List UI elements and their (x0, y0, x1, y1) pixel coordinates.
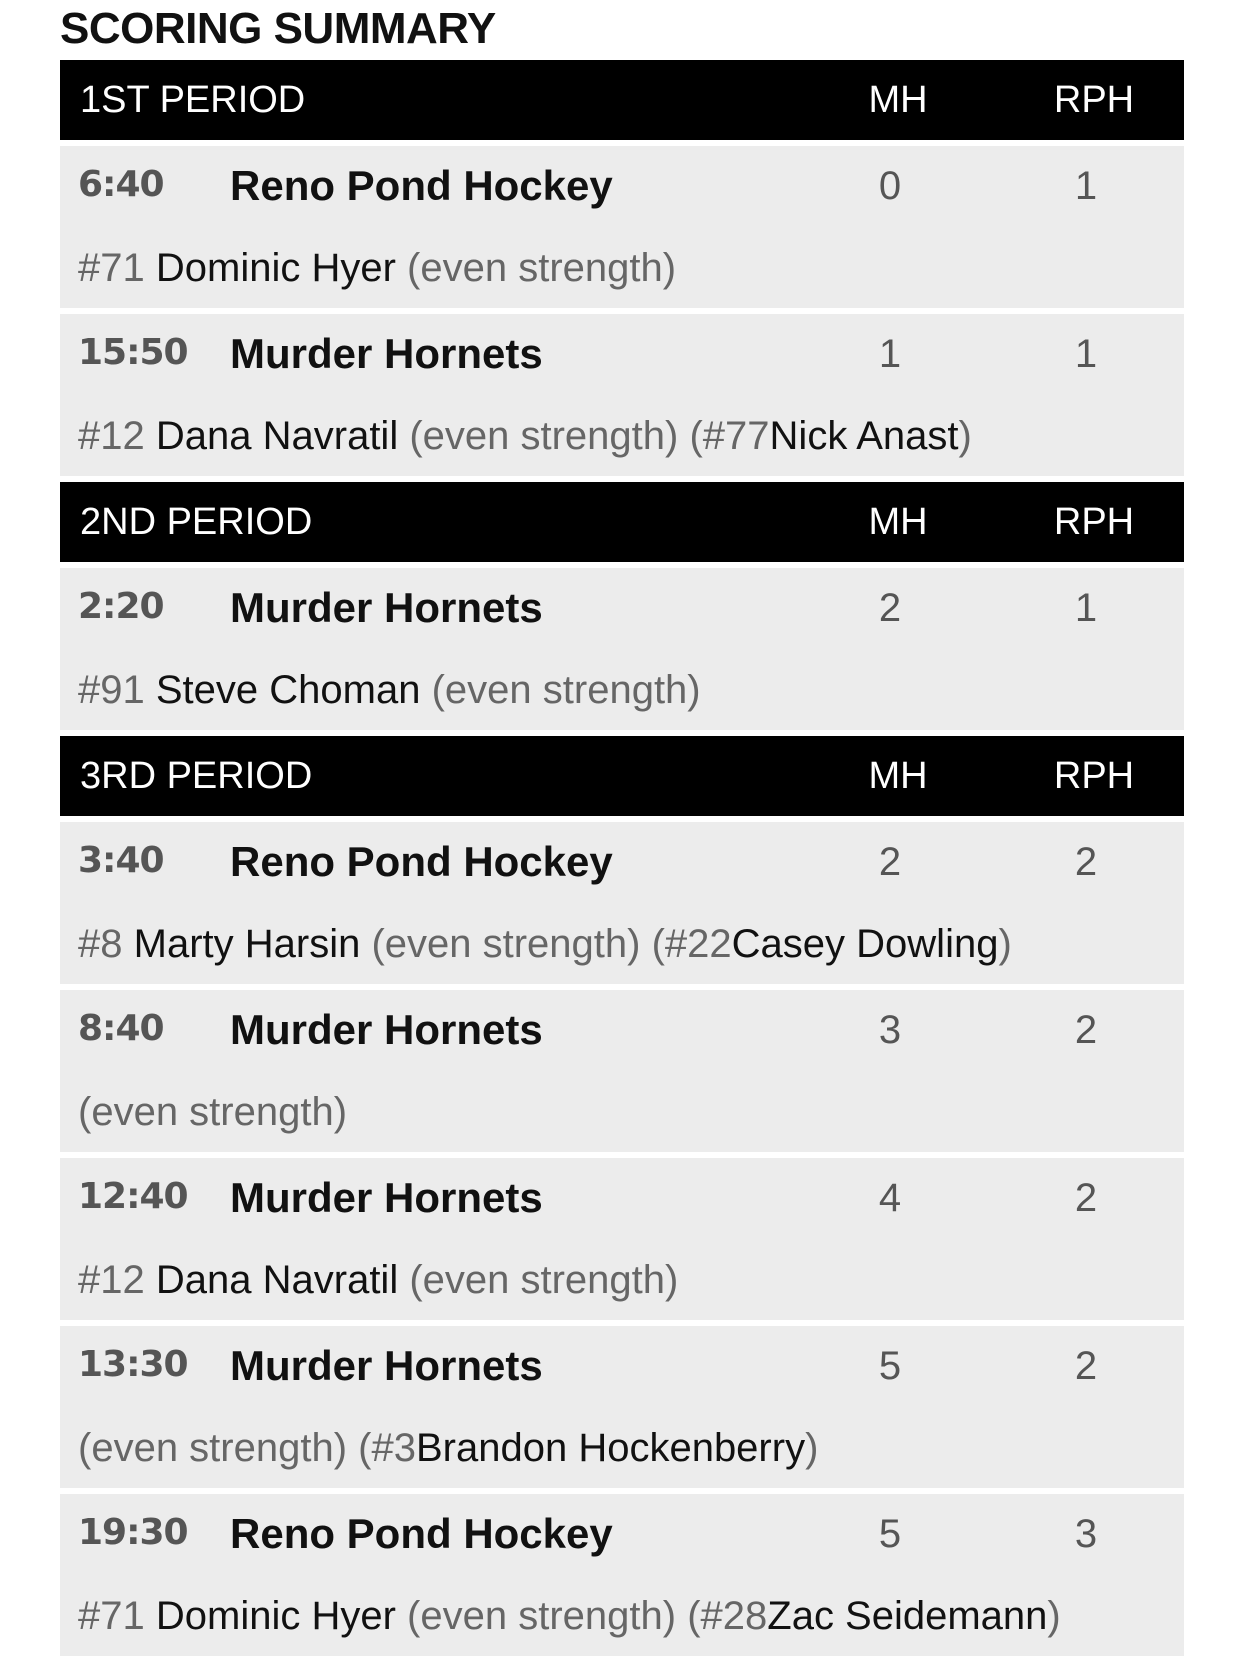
page-title: SCORING SUMMARY (60, 4, 496, 53)
strength: (even strength) (407, 246, 677, 290)
goal-time: 3:40 (78, 840, 164, 881)
strength: (even strength) (409, 1258, 679, 1302)
column-rph: RPH (1053, 78, 1135, 121)
assist-number: (#28 (687, 1594, 768, 1638)
goal-team: Murder Hornets (230, 330, 543, 377)
goal-row (60, 1158, 1184, 1320)
goal-time: 13:30 (78, 1344, 188, 1385)
goal-team: Murder Hornets (230, 1342, 543, 1389)
column-rph: RPH (1053, 754, 1135, 797)
period-header-2 (60, 482, 1184, 562)
score-rph: 3 (1074, 1512, 1098, 1556)
goal-detail (78, 1594, 1061, 1639)
strength: (even strength) (371, 922, 641, 966)
score-rph: 2 (1074, 1344, 1098, 1388)
strength: (even strength) (431, 668, 701, 712)
goal-detail (78, 1090, 347, 1135)
goal-time: 19:30 (78, 1512, 188, 1553)
scorer-link[interactable]: Dominic Hyer (155, 246, 396, 290)
assist-link[interactable]: Casey Dowling (731, 922, 999, 966)
score-mh: 1 (878, 332, 902, 376)
column-mh: MH (868, 754, 928, 797)
goal-team: Reno Pond Hockey (230, 1510, 613, 1557)
assist-number: (#77 (689, 414, 770, 458)
strength: (even strength) (78, 1090, 348, 1134)
goal-detail (78, 1426, 818, 1471)
period-header-3 (60, 736, 1184, 816)
assist-link[interactable]: Brandon Hockenberry (415, 1426, 806, 1470)
score-rph: 2 (1074, 1008, 1098, 1052)
goal-row (60, 822, 1184, 984)
column-mh: MH (868, 500, 928, 543)
goal-row (60, 1494, 1184, 1656)
goal-time: 8:40 (78, 1008, 164, 1049)
goal-detail (78, 1258, 678, 1303)
goal-time: 15:50 (78, 332, 188, 373)
score-mh: 3 (878, 1008, 902, 1052)
score-mh: 5 (878, 1512, 902, 1556)
goal-time: 2:20 (78, 586, 164, 627)
assist-close: ) (805, 1426, 819, 1470)
scorer-number: #71 (78, 1594, 145, 1638)
scorer-number: #12 (78, 414, 145, 458)
assist-close: ) (1047, 1594, 1061, 1638)
score-rph: 2 (1074, 1176, 1098, 1220)
goal-row (60, 1326, 1184, 1488)
score-mh: 2 (878, 840, 902, 884)
score-mh: 4 (878, 1176, 902, 1220)
goal-team: Murder Hornets (230, 1006, 543, 1053)
goal-row (60, 990, 1184, 1152)
column-mh: MH (868, 78, 928, 121)
scorer-number: #71 (78, 246, 145, 290)
column-rph: RPH (1053, 500, 1135, 543)
goal-detail (78, 414, 972, 459)
goal-row (60, 314, 1184, 476)
period-name: 2ND PERIOD (80, 500, 313, 543)
scorer-number: #91 (78, 668, 145, 712)
goal-team: Murder Hornets (230, 1174, 543, 1221)
assist-link[interactable]: Nick Anast (769, 414, 959, 458)
scorer-link[interactable]: Marty Harsin (133, 922, 361, 966)
score-rph: 2 (1074, 840, 1098, 884)
score-mh: 0 (878, 164, 902, 208)
assist-close: ) (958, 414, 972, 458)
period-name: 3RD PERIOD (80, 754, 313, 797)
assist-link[interactable]: Zac Seidemann (767, 1594, 1048, 1638)
assist-close: ) (998, 922, 1012, 966)
score-rph: 1 (1074, 164, 1098, 208)
scorer-number: #8 (78, 922, 123, 966)
goal-row (60, 146, 1184, 308)
scorer-link[interactable]: Dana Navratil (155, 414, 399, 458)
goal-team: Reno Pond Hockey (230, 838, 613, 885)
scorer-number: #12 (78, 1258, 145, 1302)
goal-detail (78, 246, 676, 291)
score-rph: 1 (1074, 586, 1098, 630)
strength: (even strength) (407, 1594, 677, 1638)
scorer-link[interactable]: Steve Choman (155, 668, 421, 712)
score-rph: 1 (1074, 332, 1098, 376)
goal-time: 12:40 (78, 1176, 188, 1217)
goal-detail (78, 922, 1012, 967)
strength: (even strength) (409, 414, 679, 458)
goal-detail (78, 668, 701, 713)
score-mh: 2 (878, 586, 902, 630)
scorer-link[interactable]: Dominic Hyer (155, 1594, 396, 1638)
goal-row (60, 568, 1184, 730)
scorer-link[interactable]: Dana Navratil (155, 1258, 399, 1302)
scoring-summary (60, 0, 1184, 1662)
goal-team: Reno Pond Hockey (230, 162, 613, 209)
period-name: 1ST PERIOD (80, 78, 306, 121)
score-mh: 5 (878, 1344, 902, 1388)
strength: (even strength) (78, 1426, 348, 1470)
period-header-1 (60, 60, 1184, 140)
goal-time: 6:40 (78, 164, 164, 205)
goal-team: Murder Hornets (230, 584, 543, 631)
assist-number: (#22 (651, 922, 732, 966)
assist-number: (#3 (358, 1426, 416, 1470)
